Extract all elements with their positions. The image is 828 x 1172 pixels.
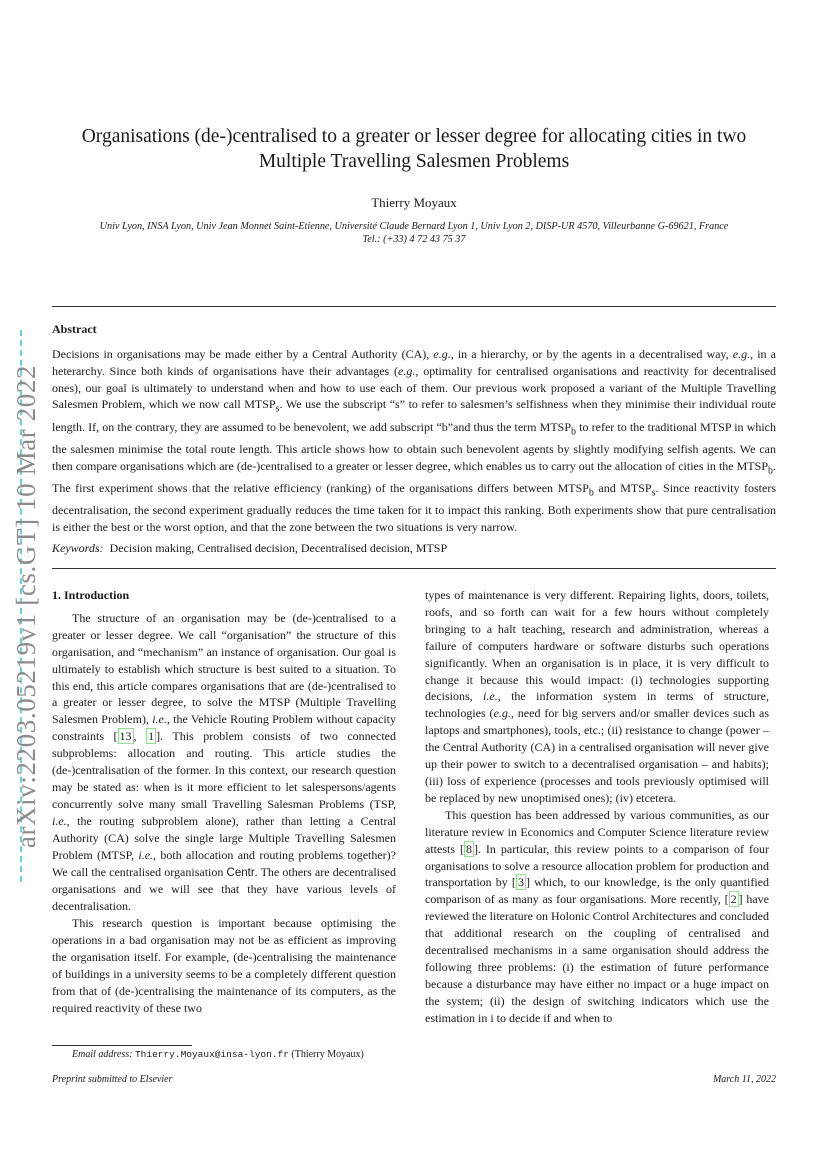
paragraph [52, 610, 396, 915]
abstract-body [52, 346, 776, 536]
middle-rule [52, 568, 776, 569]
text: Centr [226, 866, 255, 879]
footer-date: March 11, 2022 [712, 1074, 776, 1085]
abstract-text: . Since reactivity fosters decentralisation, the second experiment gradually reduces the time taken for it to impact this ranking. Both experiments show that pure centralisation is either the best or the worst option, and that the zone between the two situations is very narrow. [52, 480, 776, 534]
citation-link[interactable]: 2 [730, 892, 737, 907]
paragraph [425, 587, 769, 807]
subscript: s [275, 403, 280, 415]
text: , the information system in terms of structure, technologies ( [425, 689, 769, 721]
text: i.e. [52, 813, 67, 828]
abstract-text: Decisions in organisations may be made either by a Central Authority (CA), [52, 347, 434, 361]
title-line-1: Organisations (de-)centralised to a greater or lesser degree for allocating cities in two [81, 126, 747, 147]
arxiv-sidebar [6, 332, 48, 880]
abstract-text: and MTSP [593, 480, 652, 495]
footnote-name: (Thierry Moyaux) [291, 1049, 364, 1060]
text: i.e. [138, 847, 154, 862]
footer-left: Preprint submitted to Elsevier [52, 1074, 173, 1085]
text: , the routing subproblem alone), rather than letting a Central Authority (CA) solve the single large Multiple Travelling Salesmen Problem (MTSP, [52, 813, 396, 862]
text: , both allocation and routing problems together)? We call the centralised organisation [52, 847, 396, 879]
text: e.g. [493, 706, 511, 721]
right-column [425, 587, 769, 1027]
abstract-text: to refer to the traditional MTSP in which the salesmen minimise the total route length. This article shows how to obtain such benevolent agents by slightly modifying selfish agents. We can then compare organisations which are (de-)centralised to a greater or lesser degree, which enables us to carry out the allocation of cities in the MTSP [52, 419, 776, 473]
text: ] which, to our knowledge, is the only quantified comparison of as many as four organisations. More recently, [ [425, 875, 770, 907]
affiliation-line-2: Tel.: (+33) 4 72 43 75 37 [362, 234, 466, 245]
paragraph: This research question is important because optimising the operations in a bad organisation may not be as efficient as improving the organisation itself. For example, (de-)centralising the maintenance of buildings in a university seems to be a completely different question from that of (de-)centralising the maintenance of its computers, as the required reactivity of these two [52, 916, 396, 1015]
abstract-text: , optimality for centralised organisations and reactivity for decentralised ones), our goal is ultimately to understand when and how to use each of them. Our previous work proposed a variant of the Multiple Travelling Salesmen Problem, which we now call MTSP [52, 363, 776, 412]
text: The structure of an organisation may be (de-)centralised to a greater or lesser degree. We call “organisation” the structure of this organisation, and “mechanism” an instance of organisation. Our goal is ultimately to establish which structure is best suited to a situation. To this end, this article compares organisations that are (de-)centralised to a greater or lesser degree, to solve the MTSP (Multiple Travelling Salesmen Problem), [52, 610, 396, 727]
affiliation-line-1: Univ Lyon, INSA Lyon, Univ Jean Monnet Saint-Etienne, Université Claude Bernard Lyon 1, Univ Lyon 2, DISP-UR 4570, Villeurbanne G-69621, France [99, 221, 729, 232]
affiliation [60, 220, 768, 246]
keywords [52, 541, 447, 556]
abstract-text: , in a heterarchy. Since both kinds of organisations have their advantages ( [52, 347, 776, 378]
citation-link[interactable]: 8 [465, 841, 472, 856]
abstract-text: e.g. [398, 363, 416, 378]
keywords-text: Decision making, Centralised decision, Decentralised decision, MTSP [109, 541, 448, 555]
citation-link[interactable]: 1 [148, 729, 155, 744]
citation-link[interactable]: 3 [517, 875, 524, 890]
section-heading: 1. Introduction [52, 588, 130, 602]
footnote-rule [52, 1045, 192, 1046]
author-name: Thierry Moyaux [371, 195, 457, 210]
paper-title [60, 124, 768, 174]
text: ]. This problem consists of two connected subproblems: allocation and routing. This article studies the (de-)centralisation of the former. In this context, our research question may be stated as: when is it more efficient to let salespersons/agents concurrently solve many small Travelling Salesman Problems (TSP, [52, 729, 396, 811]
text: i.e. [152, 712, 167, 727]
abstract-text: e.g. [433, 347, 451, 361]
abstract-text: . We use the subscript “s” to refer to salesmen’s selfishness when they minimise their individual route length. If, on the contrary, they are assumed to be benevolent, we add subscript “b”and thus the term MTSP [52, 397, 776, 434]
citation-link[interactable]: 13 [119, 729, 132, 744]
keywords-label: Keywords: [52, 541, 104, 555]
abstract-text: . The first experiment shows that the relative efficiency (ranking) of the organisations differs between MTSP [52, 458, 776, 495]
subscript: b [571, 425, 576, 437]
text: , need for big servers and/or smaller devices such as laptops and smartphones), tools, etc.; (ii) resistance to change (power – the Central Authority (CA) in a centralised organisation will never give up their power to switch to a decentralised organisation – and habits); (iii) loss of experience (processes and tools previously optimised will be replaced by new unoptimised ones); (iv) etcetera. [425, 706, 769, 805]
abstract-text: e.g. [732, 347, 751, 361]
text: , the Vehicle Routing Problem without capacity constraints [ [52, 712, 396, 744]
text: ]. In particular, this review points to a comparison of four organisations to solve a resource allocation problem for production and transportation by [ [425, 841, 769, 890]
title-line-2: Multiple Travelling Salesmen Problems [258, 151, 570, 172]
text: , [133, 729, 147, 744]
subscript: b [588, 487, 594, 499]
footnote [72, 1049, 364, 1060]
text: . The others are decentralised organisations and we will see that they have various levels of decentralisation. [52, 864, 396, 914]
paragraph [425, 807, 769, 1027]
text: i.e. [483, 689, 498, 704]
left-column [52, 587, 396, 1017]
email-address[interactable]: Thierry.Moyaux@insa-lyon.fr [134, 1049, 289, 1060]
subscript: s [651, 487, 656, 499]
text: ] have reviewed the literature on Holonic Control Architectures and concluded that additional research on the coupling of centralised and decentralised mechanisms in a same organisation should address the following three problems: (i) the estimation of future performance because a disturbance may have either no impact or a huge impact on the system; (ii) the design of switching indicators which use the estimation in i to decide if and when to [425, 892, 769, 1025]
arxiv-identifier[interactable]: arXiv:2203.05219v1 [cs.GT] 10 Mar 2022 [11, 364, 42, 848]
text: This question has been addressed by various communities, as our literature review in Economics and Computer Science literature review attests [ [425, 807, 769, 856]
top-rule [52, 306, 776, 307]
text: types of maintenance is very different. Repairing lights, doors, toilets, roofs, and so forth can wait for a few hours without completely bringing to a halt teaching, research and administration, whereas a failure of computers hardware or software disturbs such operations significantly. When an organisation is in place, it is very difficult to change it because this would impact: (i) technologies supporting decisions, [425, 588, 769, 704]
subscript: b [768, 464, 773, 476]
abstract-text: , in a hierarchy, or by the agents in a decentralised way, [450, 347, 733, 361]
abstract-heading: Abstract [52, 322, 97, 336]
footnote-label: Email address: [72, 1049, 133, 1060]
